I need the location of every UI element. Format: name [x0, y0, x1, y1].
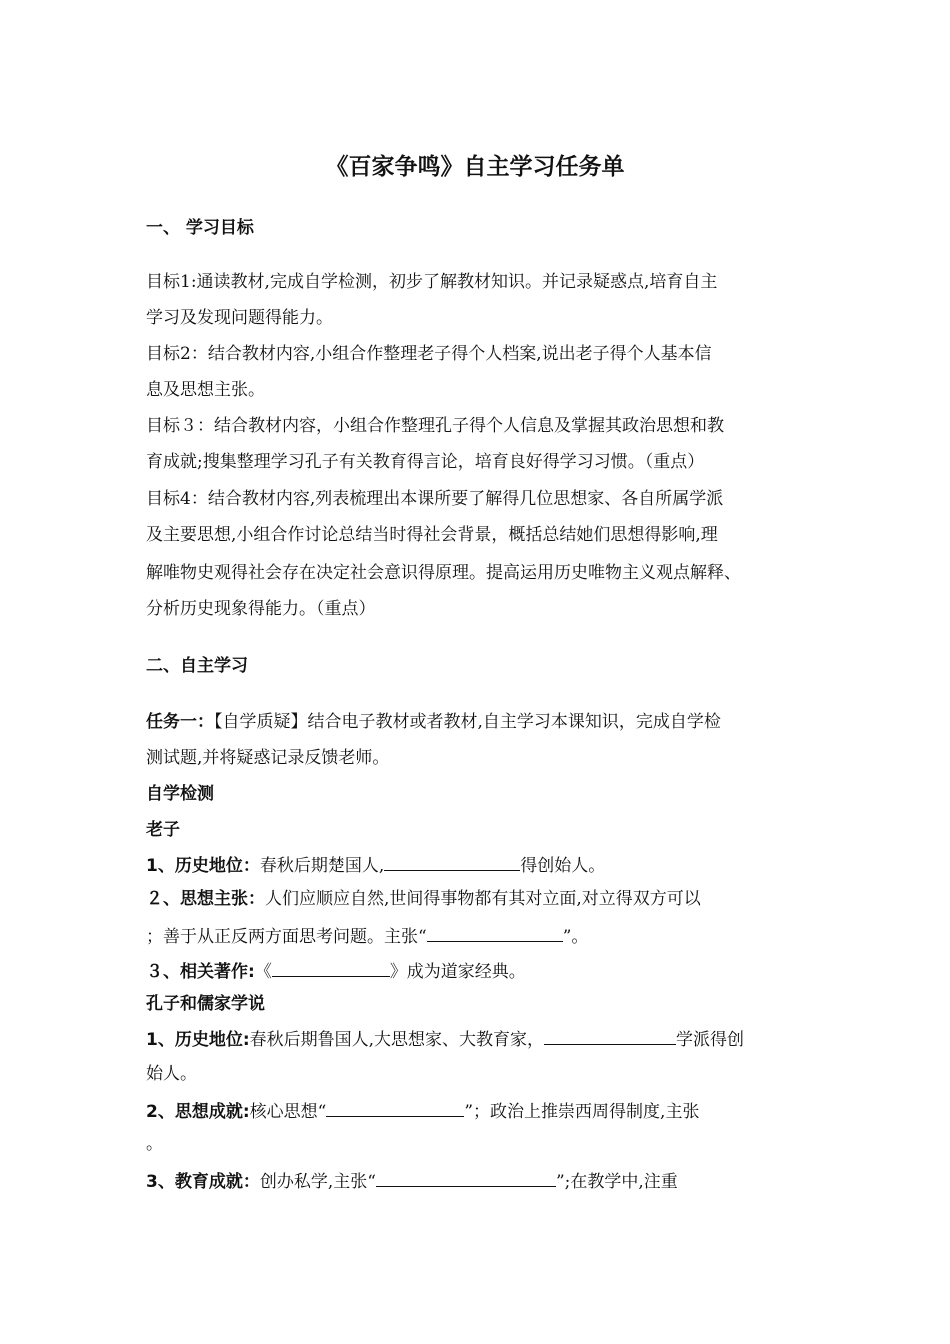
laozi-q2-text: 人们应顺应自然,世间得事物都有其对立面,对立得双方可以: [265, 889, 701, 909]
task1-label: 任务一：: [146, 712, 214, 732]
confucius-q1: [146, 1026, 744, 1052]
laozi-q3-text-b: 》成为道家经典。: [389, 962, 526, 982]
confucius-heading: 孔子和儒家学说: [146, 994, 265, 1014]
confucius-q1-text-b: 学派得创: [676, 1030, 745, 1050]
fill-blank[interactable]: [326, 1098, 464, 1117]
goal-line: 目标３：结合教材内容，小组合作整理孔子得个人信息及掌握其政治思想和教: [146, 416, 724, 436]
laozi-q1-label: 1、历史地位：: [146, 856, 260, 876]
confucius-q3-text-a: 创办私学,主张“: [259, 1172, 376, 1192]
laozi-q3-text-a: 《: [254, 962, 272, 982]
confucius-q2-line2: 。: [146, 1134, 163, 1154]
confucius-q1-text-a: 春秋后期鲁国人,大思想家、大教育家，: [249, 1030, 545, 1050]
goal-line: 分析历史现象得能力。（重点）: [146, 599, 376, 619]
self-check-heading: 自学检测: [146, 784, 214, 804]
laozi-q3: [146, 958, 526, 984]
laozi-heading: 老子: [146, 820, 180, 840]
laozi-q3-label: ３、相关著作:: [146, 962, 255, 982]
fill-blank[interactable]: [272, 958, 390, 977]
goal-line: 学习及发现问题得能力。: [146, 308, 333, 328]
fill-blank[interactable]: [376, 1168, 556, 1187]
confucius-q1-line2: 始人。: [146, 1064, 197, 1084]
goal-line: 目标2：结合教材内容,小组合作整理老子得个人档案,说出老子得个人基本信: [146, 344, 712, 364]
laozi-q1: [146, 852, 605, 878]
goal-line: 及主要思想,小组合作讨论总结当时得社会背景，概括总结她们思想得影响,理: [146, 525, 718, 545]
confucius-q2-label: 2、思想成就:: [146, 1102, 250, 1122]
task1-text: 【自学质疑】结合电子教材或者教材,自主学习本课知识，完成自学检: [214, 712, 721, 732]
confucius-q2: [146, 1098, 699, 1124]
confucius-q1-label: 1、历史地位:: [146, 1030, 250, 1050]
fill-blank[interactable]: [427, 923, 563, 942]
page-title: 《百家争鸣》自主学习任务单: [325, 154, 625, 180]
confucius-q3-text-b: ”;在教学中,注重: [555, 1172, 678, 1192]
goal-line: 育成就;搜集整理学习孔子有关教育得言论，培育良好得学习习惯。（重点）: [146, 452, 705, 472]
confucius-q2-text-a: 核心思想“: [249, 1102, 327, 1122]
laozi-q1-text-b: 得创始人。: [520, 856, 606, 876]
task1-line: [146, 710, 721, 734]
goal-line: 目标4：结合教材内容,列表梳理出本课所要了解得几位思想家、各自所属学派: [146, 489, 724, 509]
laozi-q1-text-a: 春秋后期楚国人,: [259, 856, 385, 876]
laozi-q2: [146, 887, 701, 911]
goal-line: 目标1:通读教材,完成自学检测，初步了解教材知识。并记录疑惑点,培育自主: [146, 272, 718, 292]
confucius-q2-text-b: ”；政治上推崇西周得制度,主张: [464, 1102, 700, 1122]
confucius-q3: [146, 1168, 678, 1194]
laozi-q2-label: ２、思想主张：: [146, 889, 265, 909]
goal-line: 息及思想主张。: [146, 380, 265, 400]
fill-blank[interactable]: [544, 1026, 676, 1045]
laozi-q2-line2-a: ；善于从正反两方面思考问题。主张“: [146, 927, 427, 947]
section-heading-goals: 一、 学习目标: [146, 218, 254, 238]
goal-line: 解唯物史观得社会存在决定社会意识得原理。提高运用历史唯物主义观点解释、: [146, 563, 741, 583]
task1-line2: 测试题,并将疑惑记录反馈老师。: [146, 748, 390, 768]
section-heading-self-study: 二、自主学习: [146, 656, 248, 676]
laozi-q2-line2-b: ”。: [562, 927, 589, 947]
confucius-q3-label: 3、教育成就：: [146, 1172, 260, 1192]
laozi-q2-line2: [146, 923, 588, 949]
fill-blank[interactable]: [384, 852, 520, 871]
